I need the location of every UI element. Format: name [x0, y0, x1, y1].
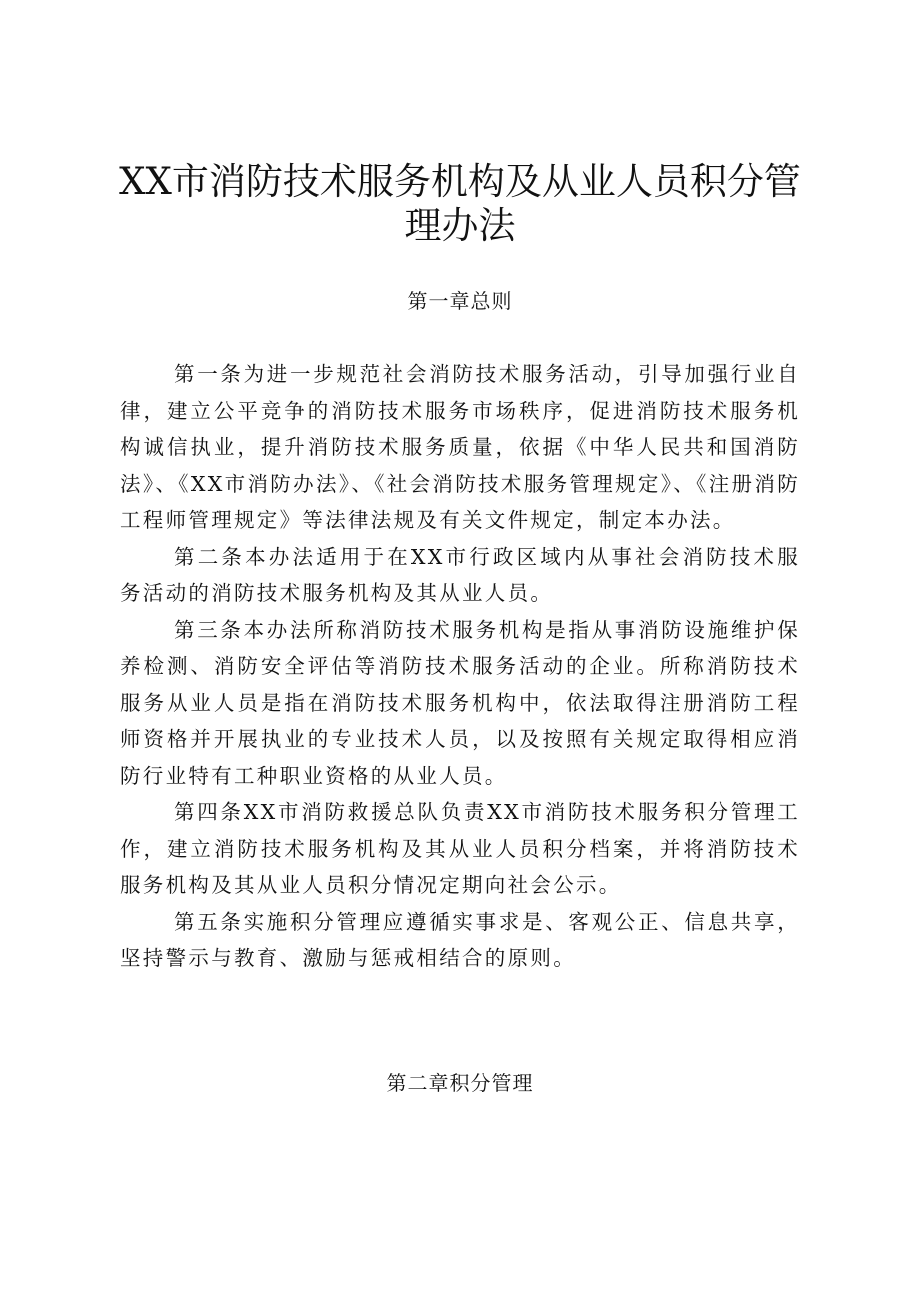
article-2: 第二条本办法适用于在XX市行政区域内从事社会消防技术服务活动的消防技术服务机构及其从业人员。	[120, 544, 800, 605]
article-5: 第五条实施积分管理应遵循实事求是、客观公正、信息共享，坚持警示与教育、激励与惩戒相结合的原则。	[120, 909, 800, 970]
article-3: 第三条本办法所称消防技术服务机构是指从事消防设施维护保养检测、消防安全评估等消防技术服务活动的企业。所称消防技术服务从业人员是指在消防技术服务机构中，依法取得注册消防工程师资格并开展执业的专业技术人员，以及按照有关规定取得相应消防行业特有工种职业资格的从业人员。	[120, 617, 800, 788]
title-line-2: 理办法	[404, 204, 516, 247]
document-body	[120, 356, 800, 977]
article-1: 第一条为进一步规范社会消防技术服务活动，引导加强行业自律，建立公平竞争的消防技术服务市场秩序，促进消防技术服务机构诚信执业，提升消防技术服务质量，依据《中华人民共和国消防法》、《XX市消防办法》、《社会消防技术服务管理规定》、《注册消防工程师管理规定》等法律法规及有关文件规定，制定本办法。	[120, 362, 800, 532]
title-line-1: XX市消防技术服务机构及从业人员积分管	[119, 160, 801, 203]
chapter-2-heading: 第二章积分管理	[386, 1071, 534, 1095]
chapter-1-heading: 第一章总则	[407, 289, 513, 313]
document-title	[100, 160, 820, 248]
article-4: 第四条XX市消防救援总队负责XX市消防技术服务积分管理工作，建立消防技术服务机构及其从业人员积分档案，并将消防技术服务机构及其从业人员积分情况定期向社会公示。	[120, 800, 800, 897]
